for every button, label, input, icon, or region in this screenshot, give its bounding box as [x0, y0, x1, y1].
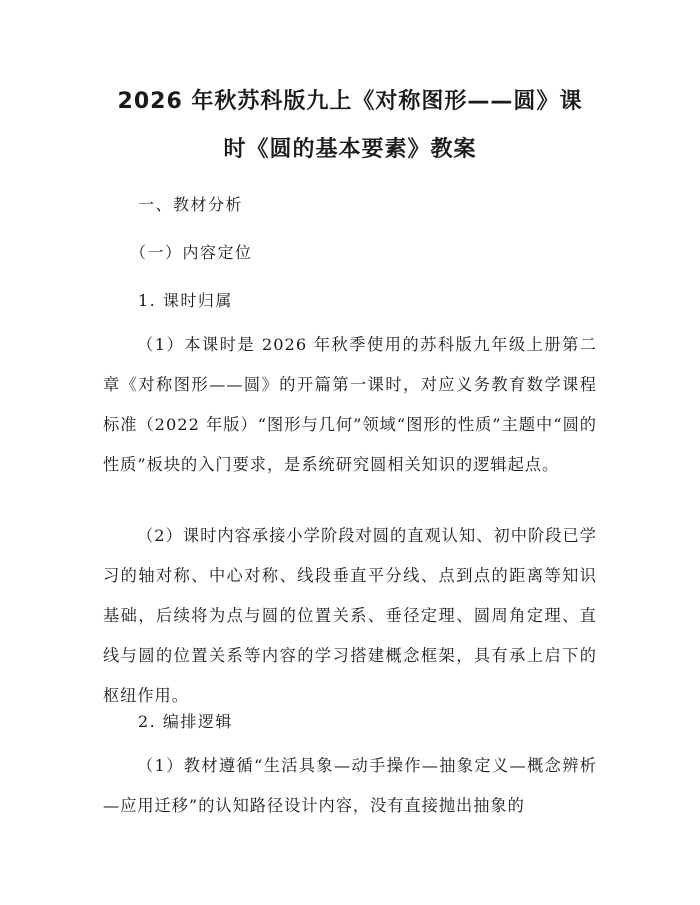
- paragraph-lesson-attribution-2: （2）课时内容承接小学阶段对圆的直观认知、初中阶段已学习的轴对称、中心对称、线段垂直平分线、点到点的距离等知识基础，后续将为点与圆的位置关系、垂径定理、圆周角定理、直线与圆的位置关系等内容的学习搭建概念框架，具有承上启下的枢纽作用。: [103, 526, 597, 705]
- paragraph-arrangement-logic-1: （1）教材遵循“生活具象—动手操作—抽象定义—概念辨析—应用迁移”的认知路径设计内容，没有直接抛出抽象的: [103, 756, 597, 815]
- document-title-line-2: 时《圆的基本要素》教案: [223, 137, 477, 162]
- paragraph-lesson-attribution-1: （1）本课时是 2026 年秋季使用的苏科版九年级上册第二章《对称图形——圆》的开篇第一课时，对应义务教育数学课程标准（2022 年版）“图形与几何”领域“图形的性质”主题中“圆的性质”板块的入门要求，是系统研究圆相关知识的逻辑起点。: [103, 335, 597, 474]
- section-heading-textbook-analysis: 一、教材分析: [138, 195, 244, 214]
- document-title-line-1: 2026 年秋苏科版九上《对称图形——圆》课: [117, 89, 583, 114]
- item-heading-lesson-attribution: 1. 课时归属: [138, 291, 233, 310]
- subsection-heading-content-positioning: （一）内容定位: [130, 243, 253, 262]
- item-heading-arrangement-logic: 2. 编排逻辑: [138, 712, 233, 731]
